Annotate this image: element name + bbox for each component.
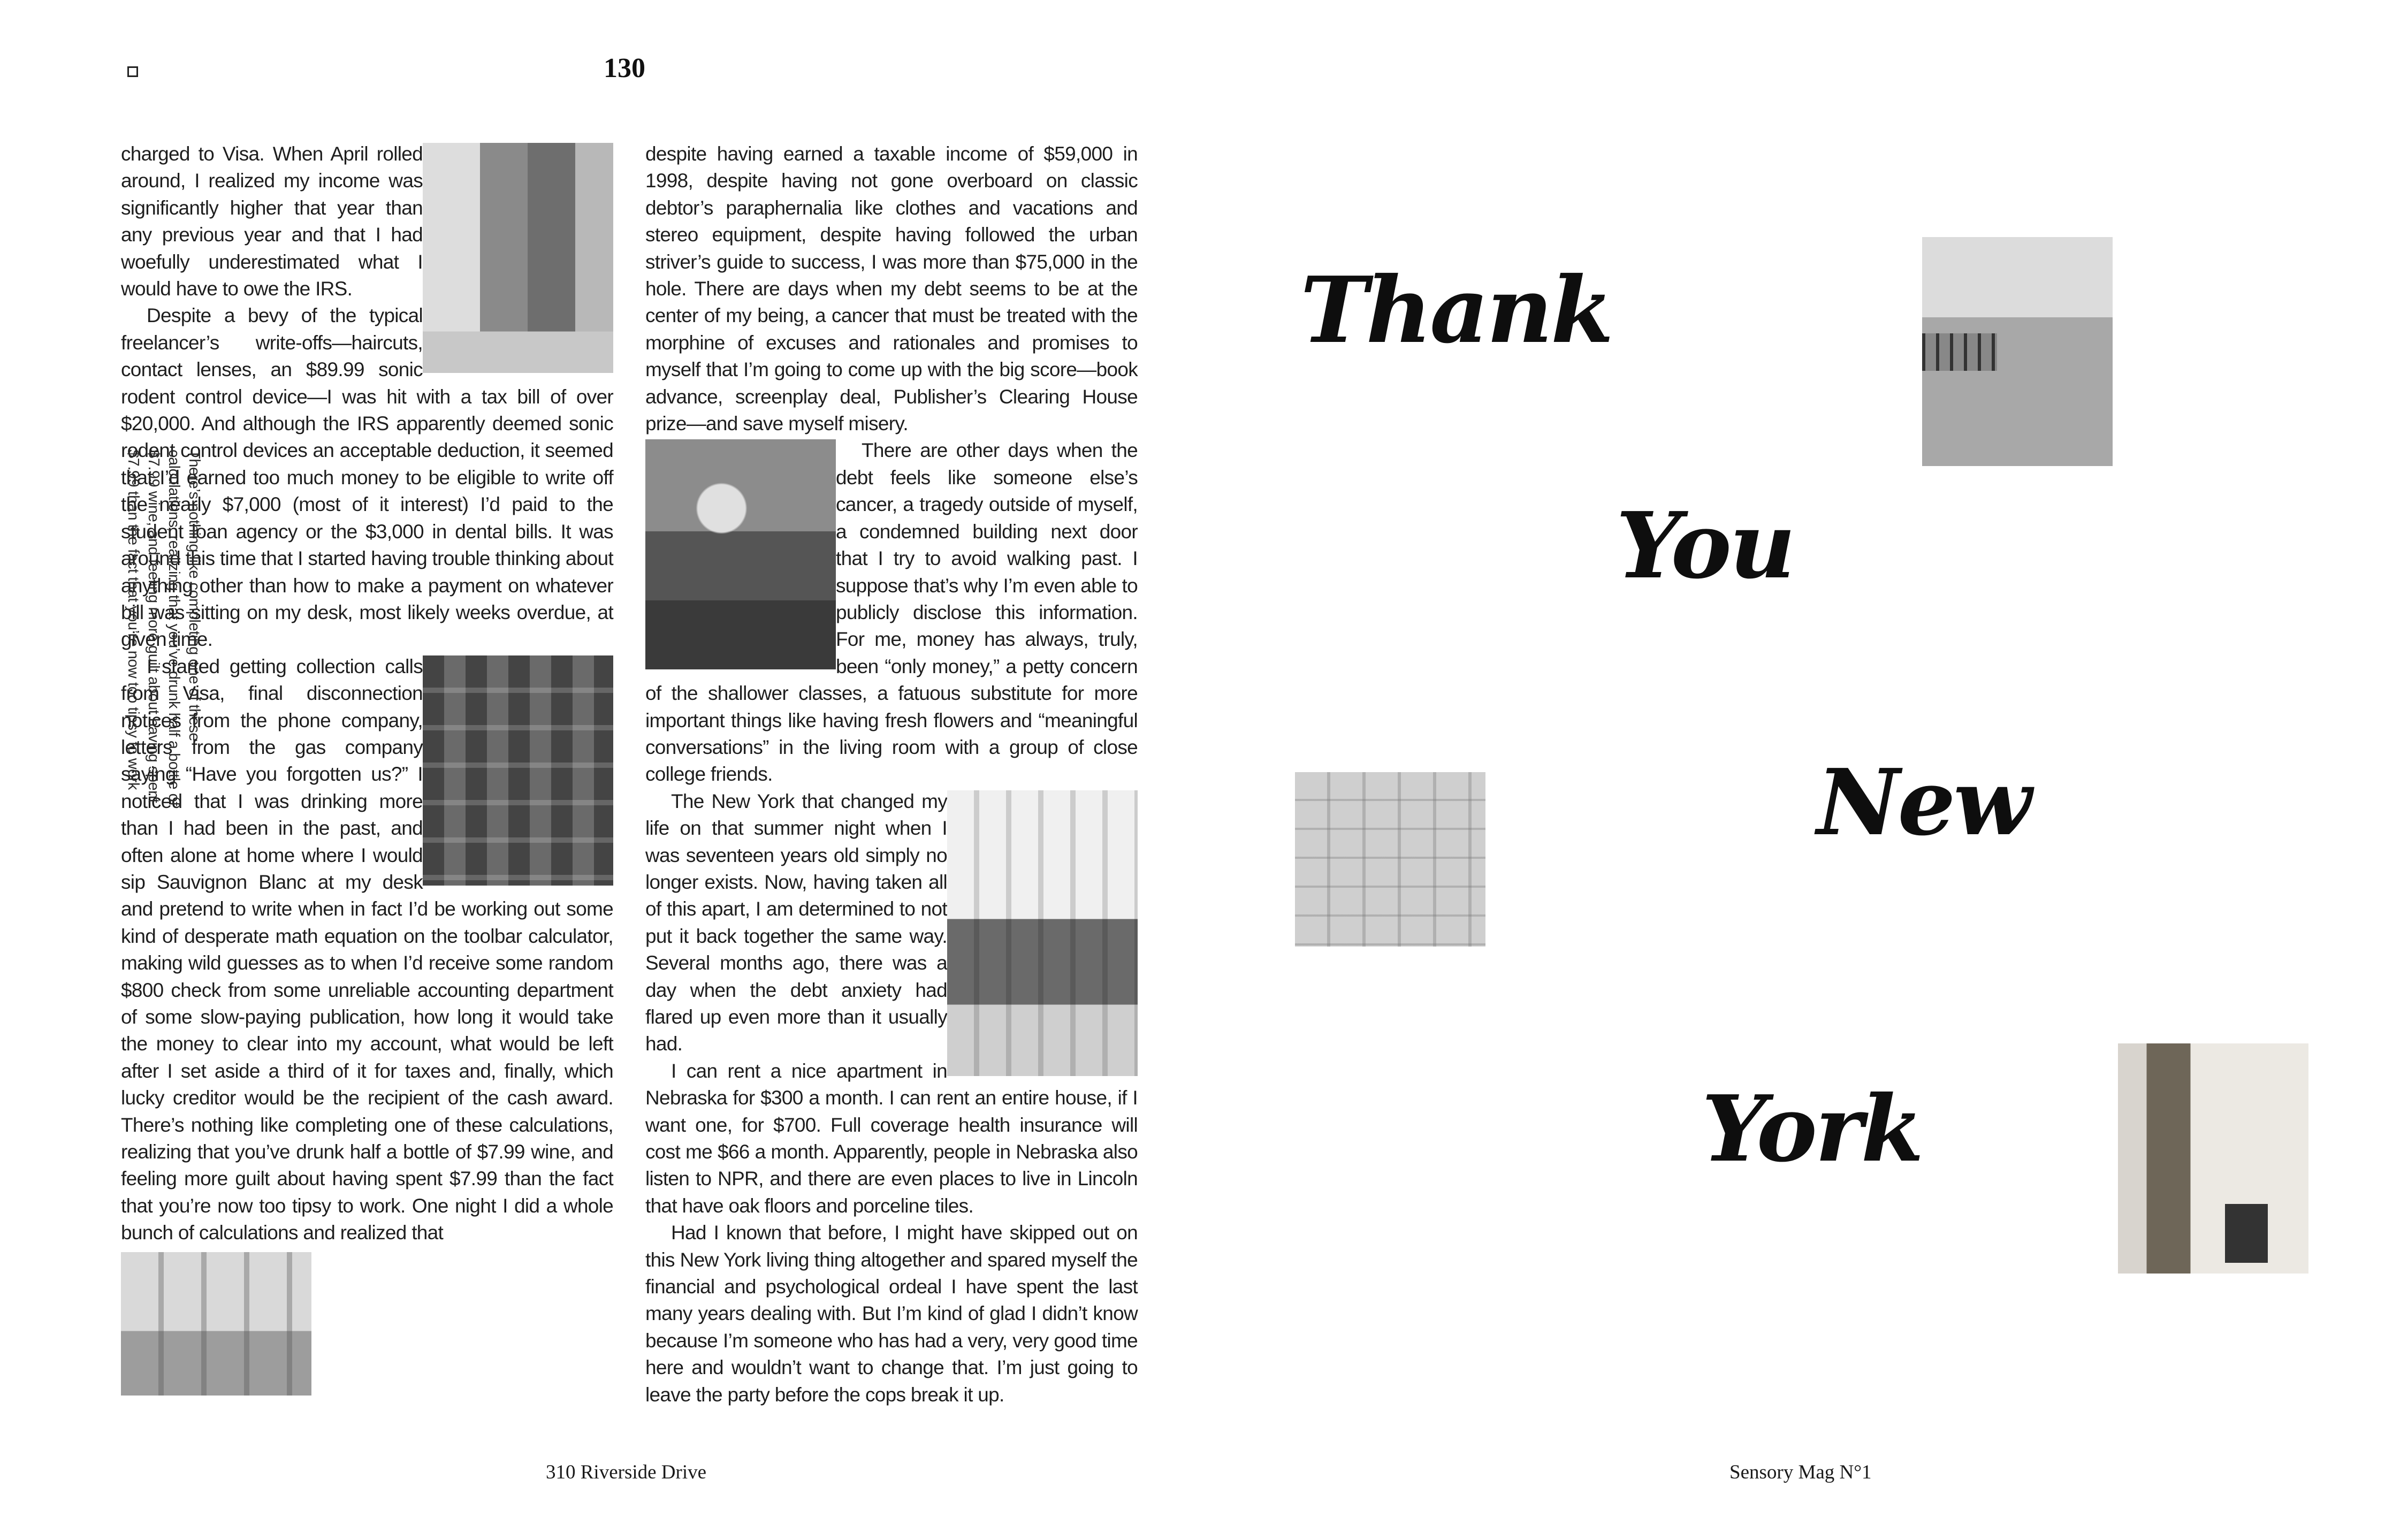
paragraph: Despite a bevy of the typical freelancer’s write-offs—haircuts, contact lenses, an $89.99 sonic rodent control device—I was hit with a tax bill of over $20,000. And although the IRS apparently deemed sonic rodent control devices an acceptable deduction, it seemed that I’d earned too much money to be eligible to write off the nearly $7,000 (most of it interest) I’d paid to the student loan agency or the $3,000 in dental bills. It was around this time that I started having trouble thinking about anything other than how to make a payment on whatever bill was sitting on my desk, most likely weeks overdue, at given time.	[121, 304, 613, 651]
square-icon	[127, 66, 138, 77]
title-word-you: You	[1616, 492, 1794, 599]
pull-quote: There’s nothing like completing one of these calculations, realizing that you’ve drunk half a bottle of $7.99 wine, and feeling more guilt about having spent $7.99 than the fact that you’re now too tipsy to work	[125, 449, 203, 806]
paragraph: despite having earned a taxable income of $59,000 in 1998, despite having not gone overboard on classic debtor’s paraphernalia like clothes and vacations and stereo equipment, despite having followed the urban striver’s guide to success, I was more than $75,000 in the hole. There are days when my debt seems to be at the center of my being, a cancer that must be treated with the morphine of excuses and rationales and promises to myself that I’m going to come up with the big score—book advance, screenplay deal, Publisher’s Clearing House prize—and save myself misery.	[645, 143, 1138, 435]
street-photo	[423, 143, 613, 373]
paragraph: I started getting collection calls from Visa, final disconnection notices from the phone company, letters from the gas company saying “Have you forgotten us?” I noticed that I was drinking more than I had been in the past, and often alone at home where I would sip Sauvignon Blanc at my desk and pretend to write when in fact I’d be working out some kind of desperate math equation on the toolbar calculator, making wild guesses as to when I’d receive some random $800 check from some unreliable accounting department of some slow-paying publication, how long it would take the money to clear into my account, what would be left after I set aside a third of it for taxes and, finally, which lucky creditor would be the recipient of the cash award. There’s nothing like completing one of these calculations, realizing that you’ve drunk half a bottle of $7.99 wine, and feeling more guilt about having spent $7.99 than the fact that you’re now too tipsy to work. One night I did a whole bunch of calculations and realized that	[121, 655, 613, 1244]
loft-photo	[645, 439, 836, 669]
interior-room-photo	[2118, 1043, 2308, 1274]
skybridge-photo	[1922, 237, 2113, 466]
paragraph: The New York that changed my life on that summer night when I was seventeen years old simply no longer exists. Now, having taken all of this apart, I am determined to not put it back together the same way. Several months ago, there was a day when the debt anxiety had flared up even more than it usually had.	[645, 790, 947, 1055]
building-photo	[423, 655, 613, 886]
paragraph: Had I known that before, I might have skipped out on this New York living thing altogether and spared myself the financial and psychological ordeal I have spent the last many years dealing with. But I’m kind of glad I didn’t know because I’m someone who has had a very, very good time here and wouldn’t want to change that. I’m just going to leave the party before the cops break it up.	[645, 1222, 1138, 1406]
footer-right: Sensory Mag N°1	[1729, 1461, 1872, 1483]
page-number: 130	[604, 53, 645, 83]
paragraph: I can rent a nice apartment in Nebraska for $300 a month. I can rent an entire house, if I want one, for $700. Full coverage health insurance will cost me $66 a month. Apparently, people in Nebraska also listen to NPR, and there are even places to live in Lincoln that have oak floors and porceline tiles.	[645, 1059, 1138, 1217]
kitchen-photo	[947, 790, 1138, 1076]
paragraph: charged to Visa. When April rolled around, I realized my income was significantly higher that year than any previous year and that I had woefully underestimated what I would have to owe the IRS.	[121, 143, 423, 300]
title-word-york: York	[1702, 1076, 1922, 1183]
living-room-photo	[121, 1252, 311, 1396]
footer-left: 310 Riverside Drive	[546, 1461, 707, 1483]
title-word-new: New	[1817, 749, 2030, 856]
paragraph: There are other days when the debt feels like someone else’s cancer, a tragedy outside of myself, a condemned building next door that I try to avoid walking past. I suppose that’s why I’m even able to publicly disclose this information. For me, money has always, truly, been “only money,” a petty concern of the shallower classes, a fatuous substitute for more important things like having fresh flowers and “meaningful conversations” in the living room with a group of close college friends.	[645, 439, 1138, 786]
article-column-2	[645, 141, 1138, 1414]
scaffold-photo	[1295, 772, 1485, 947]
title-word-thank: Thank	[1300, 257, 1612, 364]
